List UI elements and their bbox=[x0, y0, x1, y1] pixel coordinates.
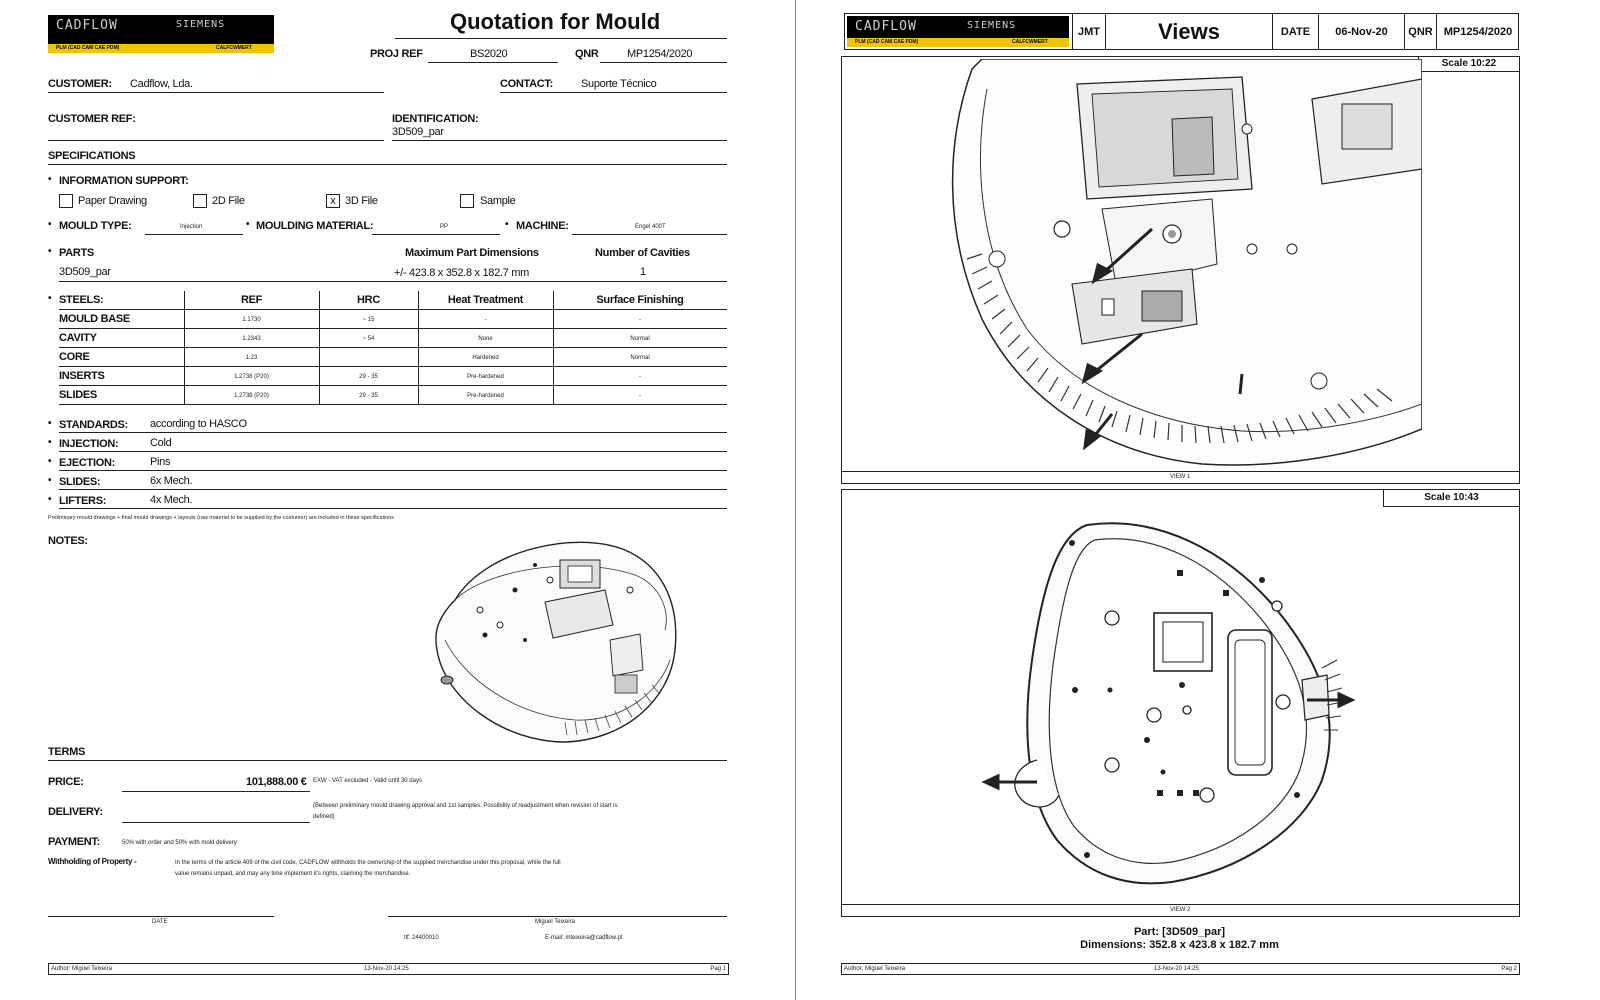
preliminary-drawings-note: Preliminary mould drawings + final mould drawings + layouts (raw material to be supplied by the costumer) are included in these specifications bbox=[48, 515, 395, 521]
lifters-label: LIFTERS: bbox=[59, 495, 107, 507]
price-value: 101,888.00 € bbox=[246, 776, 307, 788]
view-2-part-drawing bbox=[977, 510, 1397, 895]
injection-label: INJECTION: bbox=[59, 438, 119, 450]
checkbox-paper-drawing[interactable] bbox=[59, 194, 73, 208]
terms-heading: TERMS bbox=[48, 746, 86, 758]
ejection-value: Pins bbox=[150, 456, 171, 468]
paper-drawing-label: Paper Drawing bbox=[78, 195, 147, 207]
checkbox-2d-file[interactable] bbox=[193, 194, 207, 208]
proj-ref-label: PROJ REF bbox=[370, 48, 423, 60]
page-divider bbox=[795, 0, 796, 1000]
customer-label: CUSTOMER: bbox=[48, 78, 112, 90]
withholding-label: Withholding of Property - bbox=[48, 857, 137, 866]
date-label: DATE bbox=[152, 919, 168, 925]
payment-label: PAYMENT: bbox=[48, 836, 100, 848]
parts-label: PARTS bbox=[59, 247, 94, 259]
phone: tlf: 24400010 bbox=[404, 935, 439, 941]
view-1-part-drawing bbox=[942, 59, 1422, 469]
slides-value: 6x Mech. bbox=[150, 475, 193, 487]
lifters-value: 4x Mech. bbox=[150, 494, 193, 506]
contact-value: Suporte Técnico bbox=[581, 78, 657, 90]
date-label: DATE bbox=[1273, 14, 1319, 49]
qnr-value: MP1254/2020 bbox=[1443, 25, 1513, 38]
machine-value: Engel 400T bbox=[635, 224, 666, 230]
qnr-label: QNR bbox=[1405, 14, 1437, 49]
views-title: Views bbox=[1106, 14, 1273, 49]
contact-label: CONTACT: bbox=[500, 78, 553, 90]
standards-value: according to HASCO bbox=[150, 418, 247, 430]
steels-header-heat-treatment: Heat Treatment bbox=[447, 294, 524, 306]
dimensions-caption: Dimensions: 352.8 x 423.8 x 182.7 mm bbox=[1080, 939, 1279, 951]
signer-name: Miguel Teixeira bbox=[535, 919, 575, 925]
delivery-note: (Between preliminary mould drawing approval and 1st samples. Possibility of readjustment when revision of start is defined) bbox=[313, 803, 618, 820]
views-page bbox=[801, 0, 1600, 1000]
specifications-heading: SPECIFICATIONS bbox=[48, 150, 136, 162]
price-note: EXW - VAT excluded - Valid until 30 days bbox=[313, 778, 422, 784]
identification-value: 3D509_par bbox=[392, 126, 444, 138]
moulding-material-value: PP bbox=[440, 224, 449, 230]
view-2-frame bbox=[841, 489, 1520, 917]
cavities-value: 1 bbox=[640, 266, 646, 278]
part-name-value: 3D509_par bbox=[59, 266, 111, 278]
price-label: PRICE: bbox=[48, 776, 84, 788]
view-2-label: VIEW 2 bbox=[1170, 907, 1191, 913]
proj-ref-value: BS2020 bbox=[470, 48, 508, 60]
mould-type-label: MOULD TYPE: bbox=[59, 220, 132, 232]
2d-file-label: 2D File bbox=[212, 195, 245, 207]
views-header bbox=[844, 13, 1519, 50]
steels-header-surface-finishing: Surface Finishing bbox=[596, 294, 684, 306]
payment-note: 50% with order and 50% with mold delivery bbox=[122, 840, 237, 846]
standards-label: STANDARDS: bbox=[59, 419, 128, 431]
customer-value: Cadflow, Lda. bbox=[130, 78, 193, 90]
part-3d-illustration bbox=[425, 530, 690, 750]
part-caption: Part: [3D509_par] bbox=[1133, 926, 1226, 938]
cavities-label: Number of Cavities bbox=[595, 247, 690, 259]
slides-label: SLIDES: bbox=[59, 476, 101, 488]
notes-label: NOTES: bbox=[48, 535, 88, 547]
customer-ref-label: CUSTOMER REF: bbox=[48, 113, 136, 125]
steels-header-hrc: HRC bbox=[357, 294, 380, 306]
view-1-scale: Scale 10:22 bbox=[1418, 57, 1519, 72]
company-logo: CADFLOW SIEMENS PLM (CAD CAM CAE PDM) CALFCWMERT bbox=[847, 16, 1069, 47]
information-support-label: INFORMATION SUPPORT: bbox=[59, 175, 189, 187]
identification-label: IDENTIFICATION: bbox=[392, 113, 479, 125]
machine-label: MACHINE: bbox=[516, 220, 569, 232]
email: E-mail: mteixeira@cadflow.pt bbox=[545, 935, 623, 941]
injection-value: Cold bbox=[150, 437, 172, 449]
view-2-scale: Scale 10:43 bbox=[1383, 490, 1519, 507]
jmt-cell: JMT bbox=[1072, 14, 1106, 49]
max-dimensions-label: Maximum Part Dimensions bbox=[405, 247, 539, 259]
delivery-label: DELIVERY: bbox=[48, 806, 103, 818]
ejection-label: EJECTION: bbox=[59, 457, 115, 469]
company-logo: CADFLOW SIEMENS PLM (CAD CAM CAE PDM) CALFCWMERT bbox=[48, 15, 274, 53]
date-value: 06-Nov-20 bbox=[1319, 14, 1405, 49]
steels-header-ref: REF bbox=[240, 294, 263, 306]
view-1-label: VIEW 1 bbox=[1170, 474, 1191, 480]
part-dimensions-value: +/- 423.8 x 352.8 x 182.7 mm bbox=[394, 267, 529, 279]
steels-label: STEELS: bbox=[59, 294, 104, 306]
moulding-material-label: MOULDING MATERIAL: bbox=[256, 220, 374, 232]
quotation-page: CADFLOW SIEMENS PLM (CAD CAM CAE PDM) CALFCWMERT Quotation for Mould PROJ REF BS2020 QNR MP1254/2020 CUSTOMER: Cadflow, Lda. CONTACT: Suporte Técnico CUSTOMER REF: IDENTIFICATION: 3D509_par SPECIFICATIONS • INFORMATION SUPPORT: Paper Drawing 2D File x 3D File Sample • MOULD TYPE: Injection • MOULDING MATERIAL: PP • MACHINE: Engel 400T • PARTS Maximum Part Dimensions Number of Cavities 3D509_par +/- 423.8 x 352.8 x 182.7 mm 1 • STEELS: REF HRC Heat Treatment Surface Finishing MOULD BASE 1.1730 ~ 15 - - CAVITY 1.2343 ~ 54 None Normal CORE 1.23 Hardened Normal INSERTS 1.2738 (P20) 29 - 35 Pre-hardened - SLIDES 1.2738 (P20) 29 - 35 Pre-hardened - • STANDARDS: according to HASCO • INJECTION: Cold • EJECTION: Pins • SLIDES: 6x Mech. • LIFTERS: 4x Mech. Preliminary mould drawings + final mould drawings + layouts (raw material to be supplied by the costumer) are included in these specifications NOTES: TERMS PRICE: 101,888.00 € EXW - VAT excluded - Valid until 30 days DELIVERY: (Between preliminary mould drawing approval and 1st samples. Possibility of readjustment when revision of start is defined) PAYMENT: 50% with order and 50% with mold delivery Withholding of Property - In the terms of the article 409 of the civil code, CADFLOW withholds the ownership of the supplied merchandise under this proposal, while the full value remains unpaid, and may any time implement it's rights, claiming the merchandise. DATE Miguel Teixeira tlf: 24400010 E-mail: mteixeira@cadflow.pt Author: Miguel Teixeira 13-Nov-20 14:25 Pag 1 bbox=[0, 0, 790, 1000]
page-footer: Author: Miguel Teixeira 13-Nov-20 14:25 Pag 2 bbox=[841, 963, 1520, 975]
3d-file-label: 3D File bbox=[345, 195, 378, 207]
page-footer: Author: Miguel Teixeira 13-Nov-20 14:25 Pag 1 bbox=[48, 963, 729, 975]
qnr-label: QNR bbox=[575, 48, 599, 60]
checkbox-sample[interactable] bbox=[460, 194, 474, 208]
mould-type-value: Injection bbox=[180, 224, 203, 230]
page-title: Quotation for Mould bbox=[450, 9, 661, 34]
withholding-note: In the terms of the article 409 of the civil code, CADFLOW withholds the ownership of the supplied merchandise under this proposal, while the full value remains unpaid, and may any time implement it's rights, claiming the merchandise. bbox=[175, 860, 561, 877]
checkbox-3d-file[interactable]: x bbox=[326, 194, 340, 208]
view-1-frame bbox=[841, 56, 1520, 484]
qnr-value: MP1254/2020 bbox=[627, 48, 693, 60]
sample-label: Sample bbox=[480, 195, 516, 207]
